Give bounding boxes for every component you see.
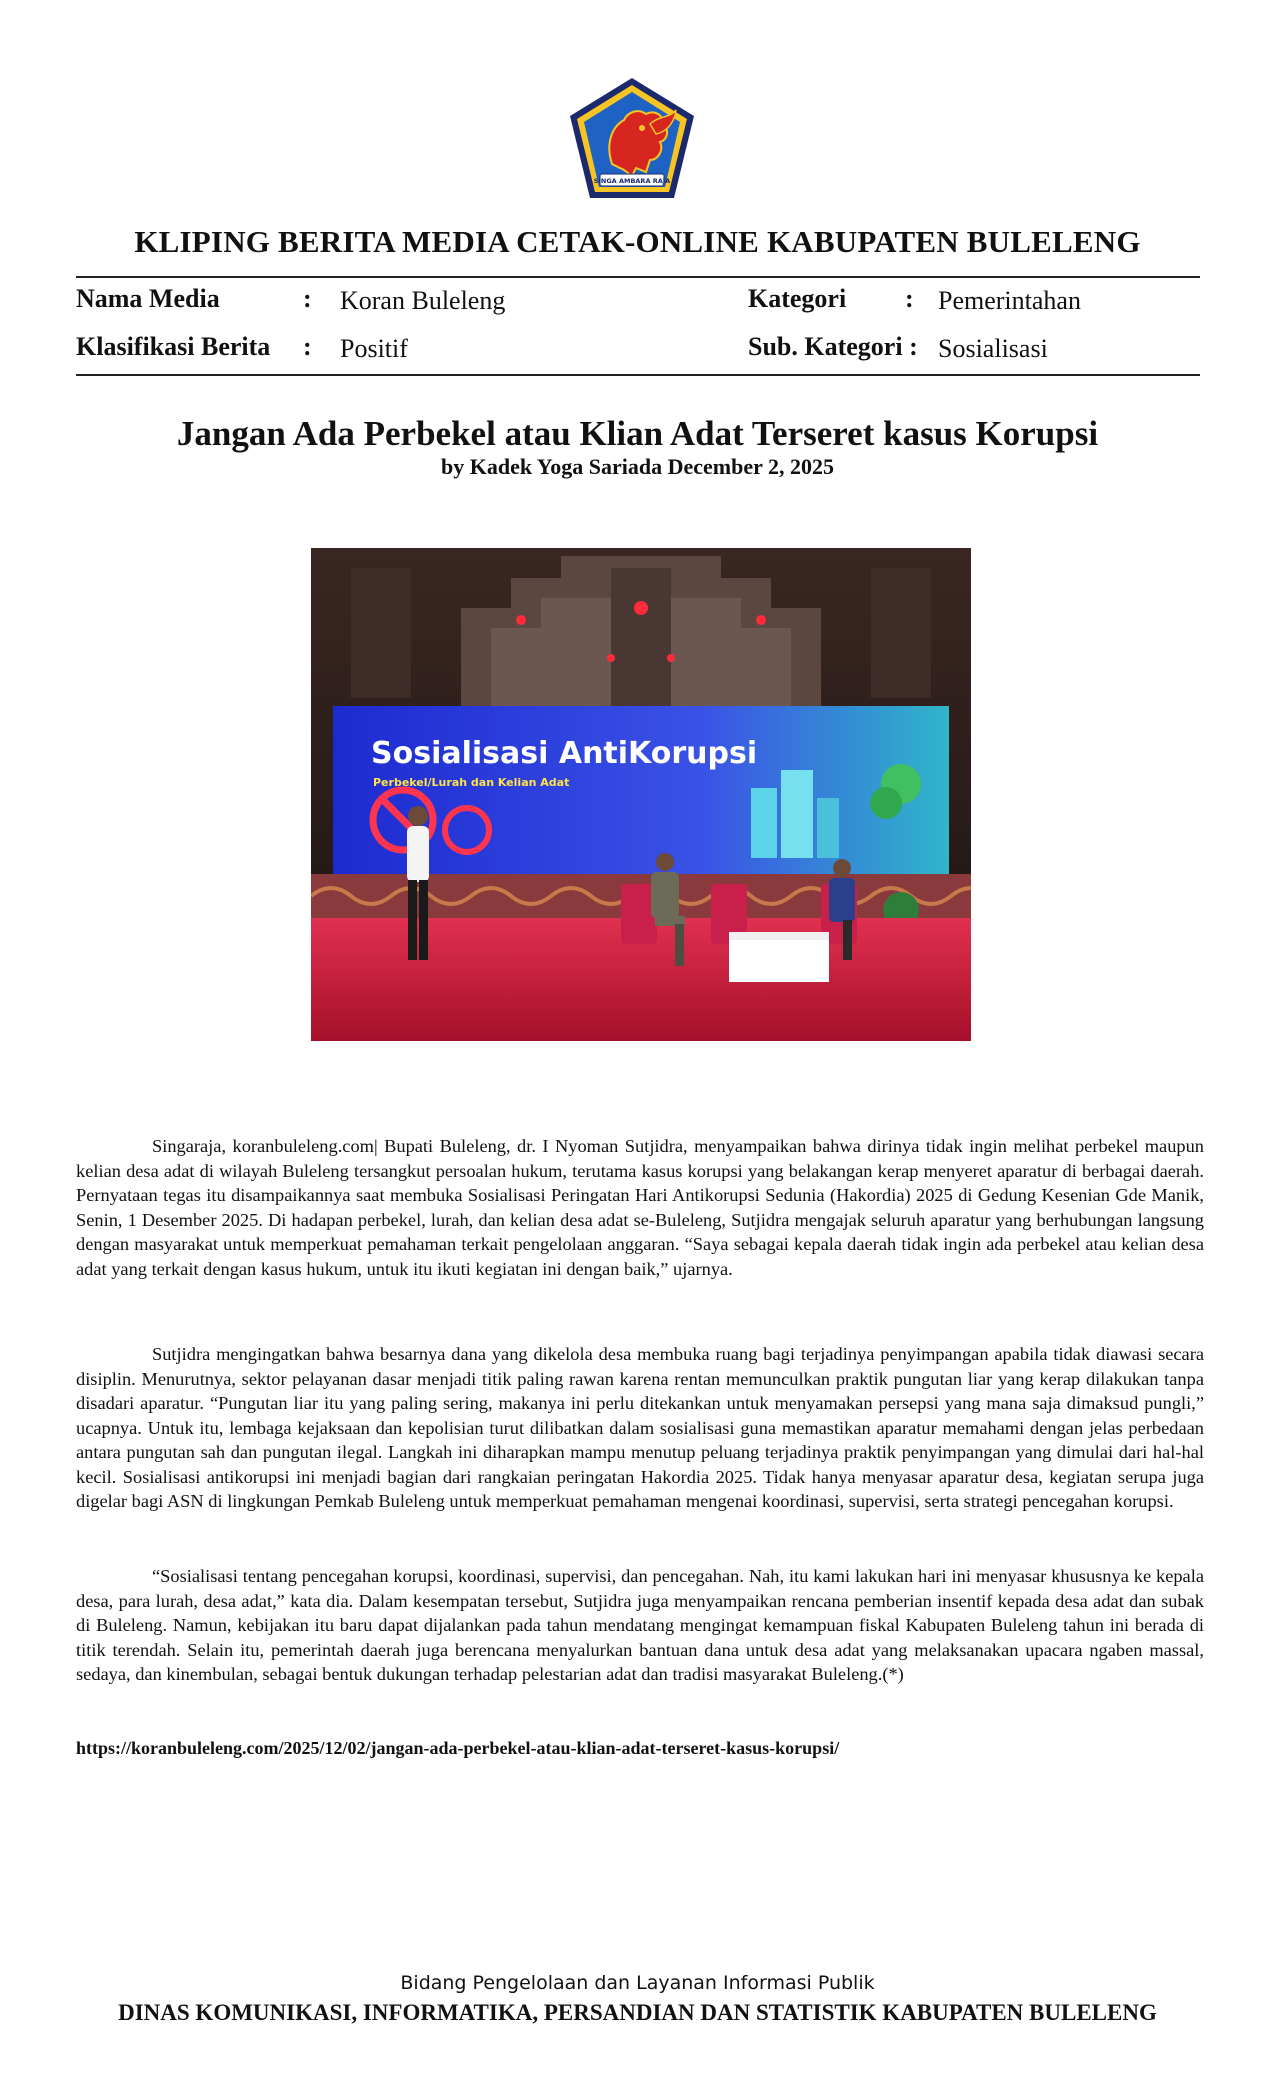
article-paragraph-2: Sutjidra mengingatkan bahwa besarnya dana yang dikelola desa membuka ruang bagi terjadinya penyimpangan apabila tidak diawasi secara disiplin. Menurutnya, sektor pelayanan dasar menjadi titik paling rawan karena rentan memunculkan praktik pungutan liar yang kerap dilakukan tanpa disadari aparatur. “Pungutan liar itu yang paling sering, makanya ini perlu ditekankan untuk menyamakan persepsi yang mana saja dimaksud pungli,” ucapnya. Untuk itu, lembaga kejaksaan dan kepolisian turut dilibatkan dalam sosialisasi guna memastikan aparatur memahami dengan jelas perbedaan antara pungutan sah dan pungutan ilegal. Langkah ini diharapkan mampu menutup peluang terjadinya praktik penyimpangan yang dimulai dari hal-hal kecil. Sosialisasi antikorupsi ini menjadi bagian dari rangkaian peringatan Hakordia 2025. Tidak hanya menyasar aparatur desa, kegiatan serupa juga digelar bagi ASN di lingkungan Pemkab Buleleng untuk memperkuat pemahaman mengenai koordinasi, supervisi, serta strategi pencegahan korupsi. [76,1344,1204,1511]
kategori-value: Pemerintahan [938,286,1081,315]
article-title: Jangan Ada Perbekel atau Klian Adat Terseret kasus Korupsi [176,414,1099,453]
klasifikasi-label: Klasifikasi Berita [76,332,271,361]
klasifikasi-value: Positif [340,334,408,363]
klasifikasi-colon: : [303,332,312,361]
footer-department: DINAS KOMUNIKASI, INFORMATIKA, PERSANDIAN DAN STATISTIK KABUPATEN BULELENG [118,2000,1157,2025]
article-paragraph-1: Singaraja, koranbuleleng.com| Bupati Buleleng, dr. I Nyoman Sutjidra, menyampaikan bahwa dirinya tidak ingin melihat perbekel maupun kelian desa adat di wilayah Buleleng tersangkut persoalan hukum, terutama kasus korupsi yang belakangan kerap menyeret aparatur di berbagai daerah. Pernyataan tegas itu disampaikannya saat membuka Sosialisasi Peringatan Hari Antikorupsi Sedunia (Hakordia) 2025 di Gedung Kesenian Gde Manik, Senin, 1 Desember 2025. Di hadapan perbekel, lurah, dan kelian desa adat se-Buleleng, Sutjidra mengajak seluruh aparatur yang berhubungan langsung dengan masyarakat untuk memperkuat pemahaman terkait pengelolaan anggaran. “Saya sebagai kepala daerah tidak ingin ada perbekel atau kelian desa adat yang terkait dengan kasus hukum, untuk itu ikuti kegiatan ini dengan baik,” ujarnya. [76,1136,1204,1279]
header-rule-top [76,276,1200,278]
logo-motto: SINGA AMBARA RAJA [593,177,671,185]
banner-subtitle: Perbekel/Lurah dan Kelian Adat [373,776,570,789]
subkategori-label: Sub. Kategori : [748,332,918,361]
media-colon: : [303,284,312,313]
article-photo [311,548,971,1041]
regency-logo [566,76,698,200]
kategori-label: Kategori [748,284,847,313]
footer-unit: Bidang Pengelolaan dan Layanan Informasi Publik [400,1972,875,1994]
kategori-colon: : [905,284,914,313]
clipping-title: KLIPING BERITA MEDIA CETAK-ONLINE KABUPATEN BULELENG [134,224,1141,259]
banner-title: Sosialisasi AntiKorupsi [371,736,758,771]
subkategori-value: Sosialisasi [938,334,1048,363]
media-value: Koran Buleleng [340,286,506,315]
article-paragraph-3: “Sosialisasi tentang pencegahan korupsi, koordinasi, supervisi, dan pencegahan. Nah, itu kami lakukan hari ini menyasar khususnya ke kepala desa, para lurah, desa adat,” kata dia. Dalam kesempatan tersebut, Sutjidra juga menyampaikan rencana pemberian insentif kepada desa adat dan subak di Buleleng. Namun, kebijakan itu baru dapat dijalankan pada tahun mendatang mengingat kemampuan fiskal Kabupaten Buleleng tahun ini berada di titik terendah. Selain itu, pemerintah daerah juga berencana menyalurkan bantuan dana untuk desa adat yang melaksanakan upacara ngaben massal, sedaya, dan kinembulan, sebagai bentuk dukungan terhadap pelestarian adat dan tradisi masyarakat Buleleng.(*) [76,1566,1204,1684]
article-byline: by Kadek Yoga Sariada December 2, 2025 [441,454,834,479]
source-link[interactable]: https://koranbuleleng.com/2025/12/02/jangan-ada-perbekel-atau-klian-adat-terseret-kasus-korupsi/ [76,1738,840,1758]
media-label: Nama Media [76,284,220,313]
header-rule-bottom [76,374,1200,376]
